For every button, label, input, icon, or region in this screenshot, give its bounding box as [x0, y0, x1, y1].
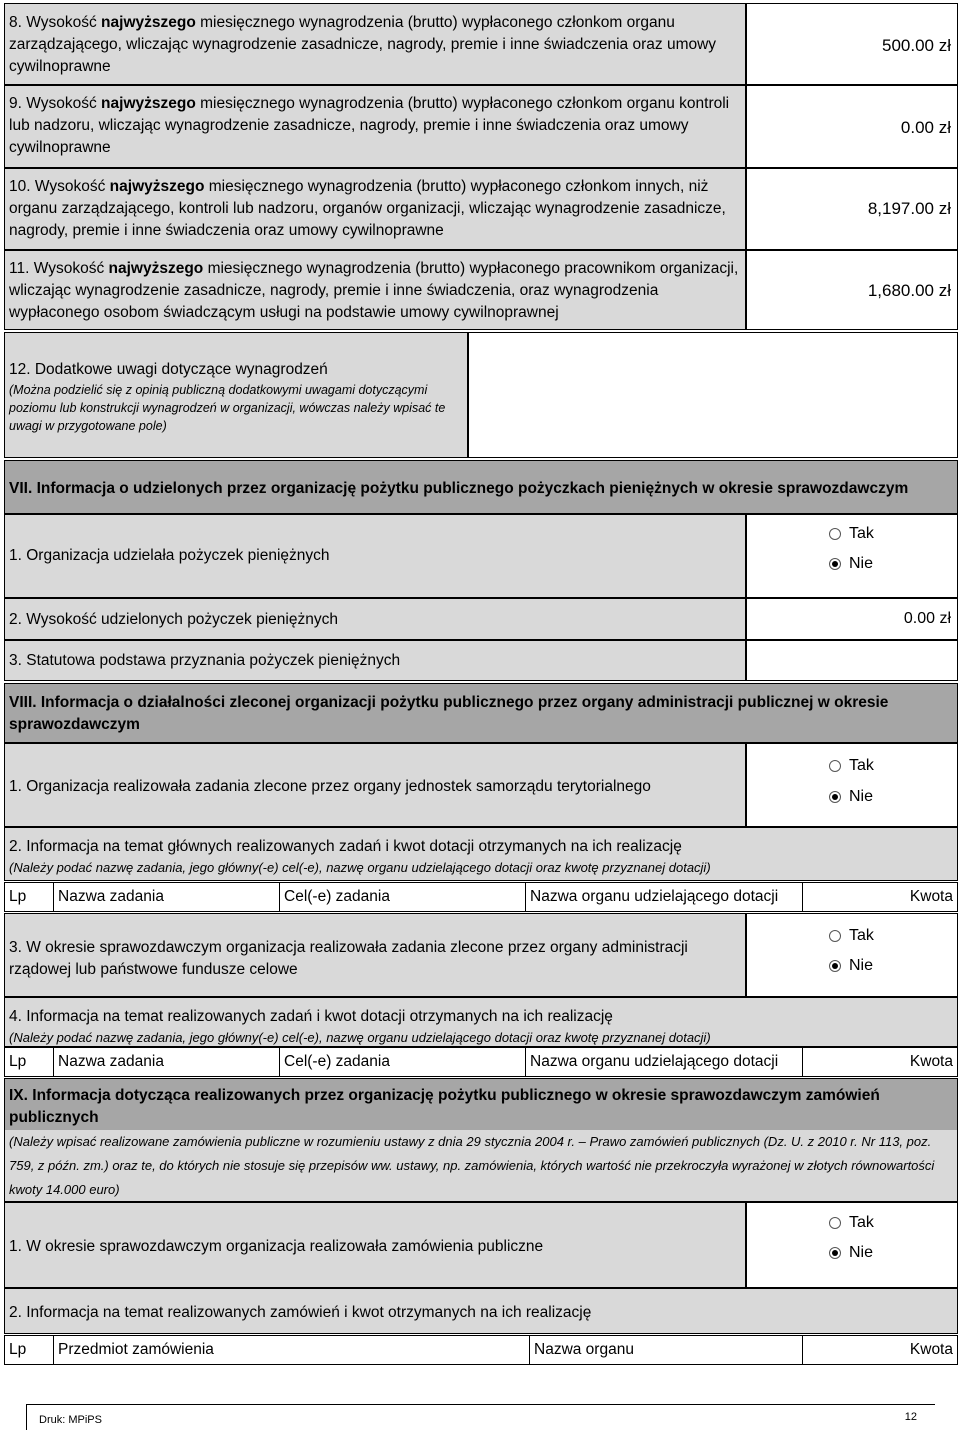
viii-q3-radio-nie[interactable]: Nie	[829, 957, 873, 975]
col-kwota: Kwota	[909, 1341, 953, 1358]
col-cel-zadania: Cel(-e) zadania	[280, 883, 526, 911]
radio-checked-icon	[829, 960, 841, 972]
item-8-value: 500.00 zł	[882, 36, 951, 55]
vii-q2-value-field[interactable]	[746, 598, 958, 640]
footer-print-label: Druk: MPiPS	[39, 1414, 102, 1426]
ix-q2-label: 2. Informacja na temat realizowanych zamówień i kwot otrzymanych na ich realizację	[4, 1288, 958, 1334]
ix-q1-radio-group	[746, 1202, 958, 1288]
ix-q1-radio-nie[interactable]: Nie	[829, 1244, 873, 1262]
viii-q2-table-header	[4, 882, 958, 912]
item-8-label: 8. Wysokość najwyższego miesięcznego wynagrodzenia (brutto) wypłaconego członkom organu zarządzającego, wliczając wynagrodzenie zasadnicze, nagrody, premie i inne świadczenia oraz umowy cywilnoprawne	[4, 3, 746, 85]
item-9-value: 0.00 zł	[900, 118, 951, 137]
item-12-textarea[interactable]	[468, 332, 958, 458]
col-lp: Lp	[5, 883, 54, 911]
section-ix-heading: IX. Informacja dotycząca realizowanych przez organizację pożytku publicznego w okresie sprawozdawczym zamówień publicznych	[4, 1078, 958, 1136]
vii-q1-radio-tak[interactable]: Tak	[829, 525, 874, 543]
page-number: 12	[904, 1411, 917, 1423]
item-10-value: 8,197.00 zł	[867, 199, 951, 218]
section-vii-heading: VII. Informacja o udzielonych przez organizację pożytku publicznego pożyczkach pieniężnych w okresie sprawozdawczym	[4, 460, 958, 514]
item-10-value-field[interactable]	[746, 168, 958, 250]
radio-checked-icon	[829, 791, 841, 803]
footer	[26, 1404, 935, 1430]
viii-q4-table-header	[4, 1047, 958, 1077]
viii-q4-label: 4. Informacja na temat realizowanych zadań i kwot dotacji otrzymanych na ich realizację (Należy podać nazwę zadania, jego główny(-e) cel(-e), nazwę organu udzielającego dotacji oraz kwotę przyznanej dotacji)	[4, 997, 958, 1047]
item-11-label: 11. Wysokość najwyższego miesięcznego wynagrodzenia (brutto) wypłaconego pracownikom organizacji, wliczając wynagrodzenie zasadnicze, nagrody, premie i inne świadczenia, oraz wynagrodzenia wypłaconego osobom świadczącym usługi na podstawie umowy cywilnoprawnej	[4, 250, 746, 330]
vii-q3-label: 3. Statutowa podstawa przyznania pożyczek pieniężnych	[4, 640, 746, 681]
col-lp: Lp	[5, 1336, 54, 1364]
item-12-label	[4, 332, 468, 458]
col-kwota: Kwota	[909, 1053, 953, 1070]
vii-q3-value-field[interactable]	[746, 640, 958, 681]
ix-q1-label: 1. W okresie sprawozdawczym organizacja realizowała zamówienia publiczne	[4, 1202, 746, 1288]
col-nazwa-zadania: Nazwa zadania	[54, 883, 280, 911]
item-12-title: 12. Dodatkowe uwagi dotyczące wynagrodzeń	[9, 361, 328, 378]
viii-q3-radio-group	[746, 913, 958, 997]
radio-unchecked-icon	[829, 1217, 841, 1229]
col-lp: Lp	[5, 1048, 54, 1076]
col-nazwa-organu: Nazwa organu udzielającego dotacji	[526, 883, 803, 911]
vii-q1-radio-nie[interactable]: Nie	[829, 555, 873, 573]
item-12-note: (Można podzielić się z opinią publiczną dodatkowymi uwagami dotyczącymi poziomu lub konstrukcji wynagrodzeń w organizacji, wówczas należy wpisać te uwagi w przygotowane pole)	[9, 383, 446, 433]
section-ix-note: (Należy wpisać realizowane zamówienia publiczne w rozumieniu ustawy z dnia 29 stycznia 2004 r. – Prawo zamówień publicznych (Dz. U. z 2010 r. Nr 113, poz. 759, z późn. zm.) oraz te, do których nie stosuje się przepisów ww. ustawy, np. zamówienia, których wartość nie przekroczyła wyrażonej w złotych równowartości kwoty 14.000 euro)	[4, 1130, 958, 1202]
viii-q1-radio-nie[interactable]: Nie	[829, 788, 873, 806]
section-viii-heading: VIII. Informacja o działalności zleconej organizacji pożytku publicznego przez organy administracji publicznej w okresie sprawozdawczym	[4, 683, 958, 743]
col-nazwa-zadania: Nazwa zadania	[54, 1048, 280, 1076]
ix-q1-radio-tak[interactable]: Tak	[829, 1214, 874, 1232]
col-nazwa-organu: Nazwa organu udzielającego dotacji	[526, 1048, 803, 1076]
item-11-value: 1,680.00 zł	[867, 281, 951, 300]
vii-q1-label: 1. Organizacja udzielała pożyczek pieniężnych	[4, 514, 746, 598]
item-10-label: 10. Wysokość najwyższego miesięcznego wynagrodzenia (brutto) wypłaconego członkom innych, niż organu zarządzającego, kontroli lub nadzoru, organów organizacji, wliczając wynagrodzenie zasadnicze, nagrody, premie i inne świadczenia oraz umowy cywilnoprawne	[4, 168, 746, 250]
col-kwota: Kwota	[909, 888, 953, 905]
item-11-value-field[interactable]	[746, 250, 958, 330]
item-9-label: 9. Wysokość najwyższego miesięcznego wynagrodzenia (brutto) wypłaconego członkom organu kontroli lub nadzoru, wliczając wynagrodzenie zasadnicze, nagrody, premie i inne świadczenia oraz umowy cywilnoprawne	[4, 85, 746, 168]
viii-q3-radio-tak[interactable]: Tak	[829, 927, 874, 945]
radio-checked-icon	[829, 1247, 841, 1259]
radio-unchecked-icon	[829, 930, 841, 942]
ix-q2-table-header	[4, 1335, 958, 1365]
viii-q2-label: 2. Informacja na temat głównych realizowanych zadań i kwot dotacji otrzymanych na ich realizację (Należy podać nazwę zadania, jego główny(-e) cel(-e), nazwę organu udzielającego dotacji oraz kwotę przyznanej dotacji)	[4, 827, 958, 881]
radio-unchecked-icon	[829, 760, 841, 772]
item-9-value-field[interactable]	[746, 85, 958, 168]
vii-q1-radio-group	[746, 514, 958, 598]
col-cel-zadania: Cel(-e) zadania	[280, 1048, 526, 1076]
viii-q1-radio-group	[746, 743, 958, 827]
vii-q2-value: 0.00 zł	[903, 610, 951, 627]
viii-q1-label: 1. Organizacja realizowała zadania zlecone przez organy jednostek samorządu terytorialnego	[4, 743, 746, 827]
vii-q2-label: 2. Wysokość udzielonych pożyczek pieniężnych	[4, 598, 746, 640]
viii-q1-radio-tak[interactable]: Tak	[829, 757, 874, 775]
item-8-value-field[interactable]	[746, 3, 958, 85]
col-przedmiot-zamowienia: Przedmiot zamówienia	[54, 1336, 530, 1364]
viii-q3-label: 3. W okresie sprawozdawczym organizacja realizowała zadania zlecone przez organy administracji rządowej lub państwowe fundusze celowe	[4, 913, 746, 997]
radio-checked-icon	[829, 558, 841, 570]
col-nazwa-organu: Nazwa organu	[530, 1336, 803, 1364]
radio-unchecked-icon	[829, 528, 841, 540]
